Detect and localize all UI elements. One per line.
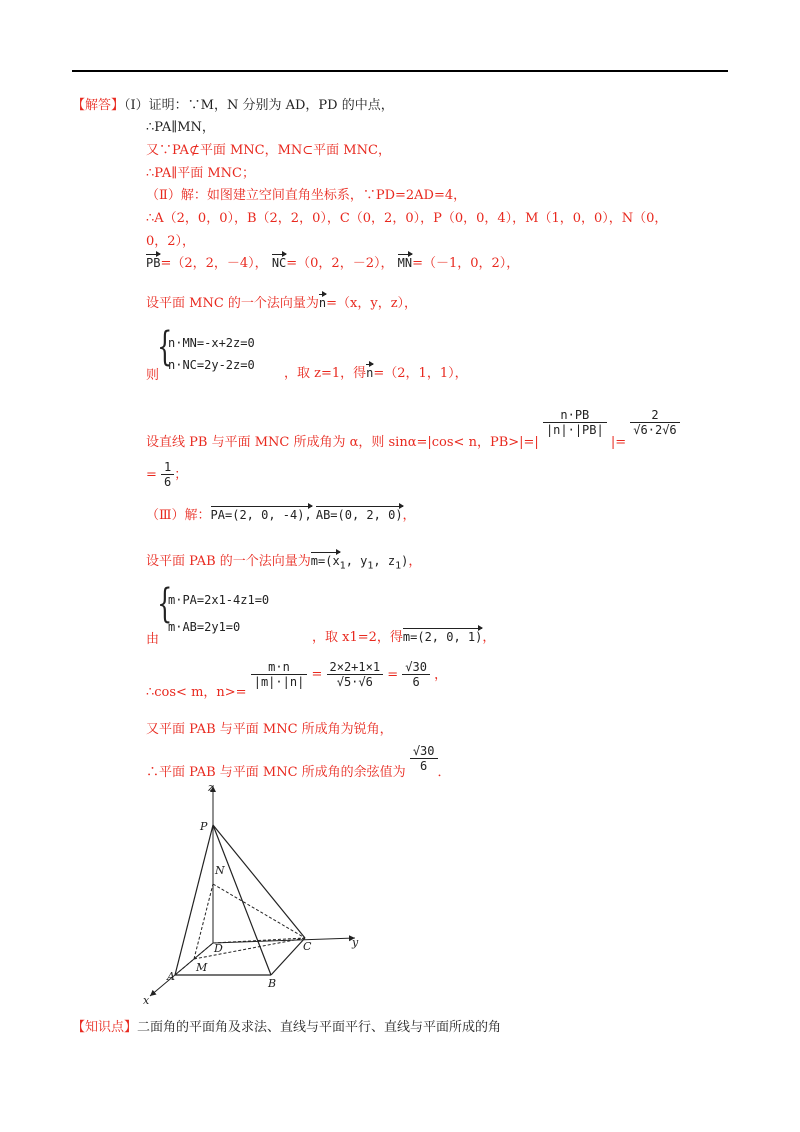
label-p: P — [200, 820, 208, 833]
edge-pa — [175, 825, 213, 975]
label-z: z — [208, 781, 214, 794]
system-1-eq-2: n·NC=2y-2z=0 — [168, 358, 255, 372]
answer-tag: 【解答】 — [72, 98, 125, 113]
label-m: M — [196, 961, 208, 974]
system-2-eq-1: m·PA=2x1-4z1=0 — [168, 593, 270, 607]
sin-alpha-line: 设直线 PB 与平面 MNC 所成角为 α，则 sinα=|cos< n，PB>|=| $\frac{n\cdot PB}{|n|\cdot|PB|}$ |= $\frac{2}{√6\cdot 2√6}$ — [146, 398, 680, 428]
vector-pb: PB — [146, 256, 161, 270]
answer-line-4: ∴PA∥平面 MNC； — [146, 166, 255, 181]
vector-mn: MN — [397, 256, 413, 270]
system-brace-1: { — [157, 324, 173, 370]
answer-line-5: （Ⅱ）解：如图建立空间直角坐标系，∵PD=2AD=4， — [146, 188, 467, 203]
sin-result-line: = $\frac{1}{6}$ ； — [146, 460, 188, 490]
system-brace-2: { — [157, 581, 173, 627]
answer-line-3: 又∵PA⊄平面 MNC，MN⊂平面 MNC， — [146, 143, 391, 158]
normal-vector-m-line: 设平面 PAB 的一个法向量为$m=(x_1$, $y_1$, $z_1$)， — [146, 554, 422, 572]
header-rule — [72, 70, 728, 72]
cos-fraction-1: $\frac{m\cdot n}{|m|\cdot|n|}$ — [251, 660, 308, 690]
segment-mn — [194, 884, 213, 959]
answer-line-2: ∴PA∥MN， — [146, 120, 215, 135]
knowledge-line — [72, 1020, 501, 1036]
cos-line: ∴cos< m，n>= $\frac{m\cdot n}{|m|\cdot|n|}$ = $\frac{2\times 2+1\times 1}{√5\cdot√6}$ = $\frac{√30}{6}$ ， — [146, 660, 448, 701]
vector-nc: NC — [271, 256, 287, 270]
label-a: A — [167, 970, 175, 983]
conclusion-line: ∴平面 PAB 与平面 MNC 所成角的余弦值为 $\frac{√30}{6}$ ． — [146, 744, 451, 781]
cos-fraction-3: $\frac{√30}{6}$ — [402, 660, 430, 690]
solve-line-1: 则 — [146, 368, 160, 383]
pyramid-figure — [140, 778, 370, 1008]
conclusion-fraction: $\frac{√30}{6}$ — [410, 744, 438, 774]
label-x: x — [143, 994, 150, 1007]
part-3-line: （Ⅲ）解：PA=(2, 0, -4), AB=(0, 2, 0)， — [146, 508, 416, 523]
solve-line-2: 由 — [146, 632, 160, 647]
label-d: D — [214, 942, 223, 955]
normal-vector-line: 设平面 MNC 的一个法向量为n=（x，y，z）， — [146, 296, 418, 311]
answer-line-7: 0，2）， — [146, 234, 196, 249]
system-1-eq-1: n·MN=-x+2z=0 — [168, 336, 255, 350]
acute-angle-line: 又平面 PAB 与平面 MNC 所成角为锐角， — [146, 722, 393, 737]
vector-line: PB=（2，2，－4）， NC=（0，2，－2）， MN=（－1，0，2）， — [146, 256, 520, 271]
cos-fraction-2: $\frac{2\times 2+1\times 1}{√5\cdot√6}$ — [327, 660, 384, 690]
label-y: y — [352, 936, 359, 949]
system-2-eq-2: m·AB=2y1=0 — [168, 620, 241, 634]
answer-line-1: 【解答】（Ⅰ）证明：∵M，N 分别为 AD，PD 的中点， — [72, 98, 394, 113]
label-n: N — [215, 864, 225, 877]
answer-line-6: ∴A（2，0，0），B（2，2，0），C（0，2，0），P（0，0，4），M（1，0，0），N（0， — [146, 211, 668, 226]
label-c: C — [303, 940, 312, 953]
sin-value-fraction: $\frac{2}{√6\cdot 2√6}$ — [630, 408, 679, 438]
edge-pc — [213, 825, 305, 938]
solve-line-2b: ，取 x1=2，得m=(2, 0, 1)， — [312, 630, 496, 645]
edge-bc — [271, 938, 305, 975]
sin-fraction: $\frac{n\cdot PB}{|n|\cdot|PB|}$ — [543, 408, 607, 438]
knowledge-text: 二面角的平面角及求法、直线与平面平行、直线与平面所成的角 — [137, 1020, 502, 1035]
solve-line-1b: ，取 z=1，得n=（2，1，1）， — [284, 366, 468, 381]
sin-result-fraction: $\frac{1}{6}$ — [161, 460, 174, 490]
segment-nc — [213, 884, 305, 938]
knowledge-tag: 【知识点】 — [72, 1020, 138, 1035]
label-b: B — [268, 977, 277, 990]
